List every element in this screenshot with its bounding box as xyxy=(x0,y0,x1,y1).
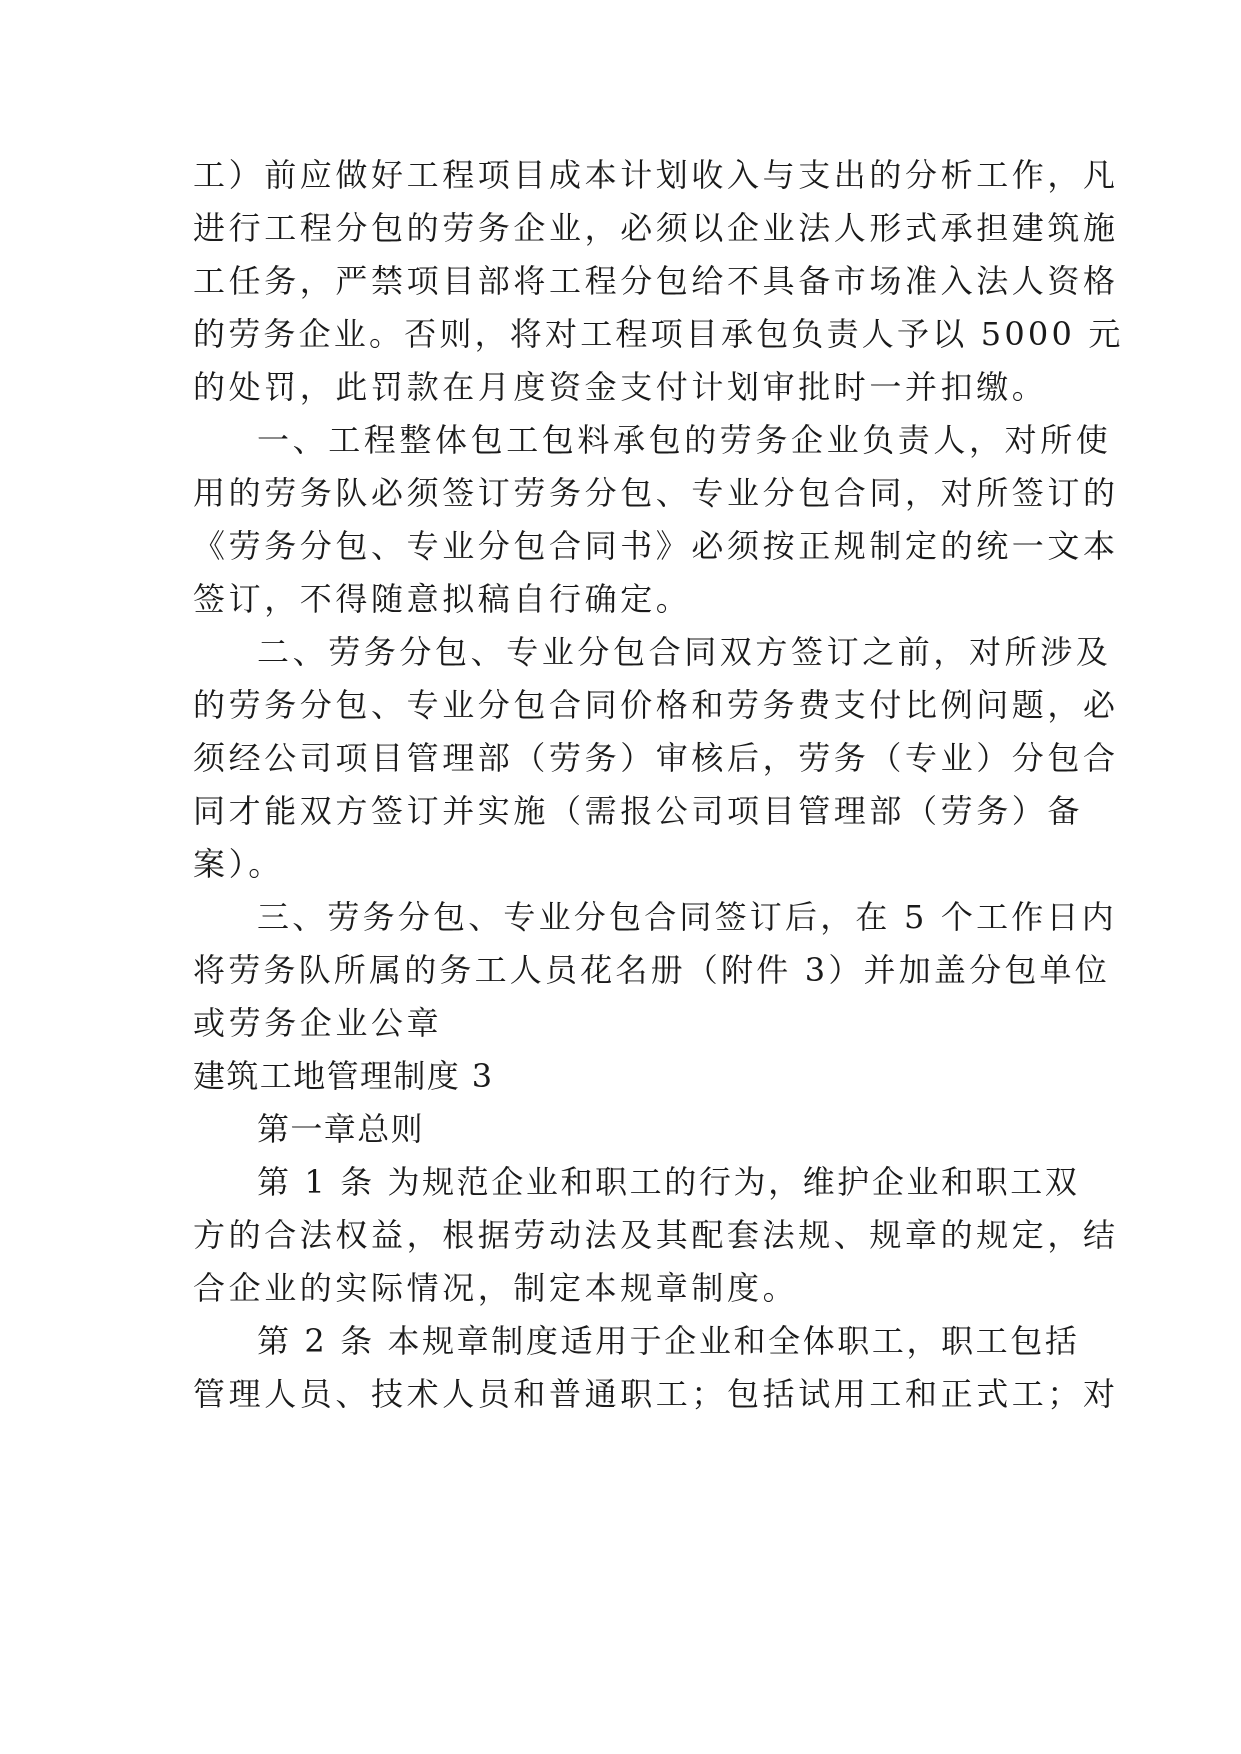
text-line: 或劳务企业公章 xyxy=(193,1004,443,1042)
text-line: 进行工程分包的劳务企业，必须以企业法人形式承担建筑施 xyxy=(193,209,1119,247)
text-line: 的处罚，此罚款在月度资金支付计划审批时一并扣缴。 xyxy=(193,368,1048,406)
paragraph-start: 三、劳务分包、专业分包合同签订后，在 5 个工作日内 xyxy=(257,898,1117,936)
text-line: 案）。 xyxy=(193,845,284,883)
article-start: 第 2 条 本规章制度适用于企业和全体职工，职工包括 xyxy=(257,1322,1080,1360)
paragraph-start: 二、劳务分包、专业分包合同双方签订之前，对所涉及 xyxy=(257,633,1112,671)
text-line: 管理人员、技术人员和普通职工；包括试用工和正式工；对 xyxy=(193,1375,1119,1413)
text-line: 的劳务企业。否则，将对工程项目承包负责人予以 5000 元 xyxy=(193,315,1124,353)
text-line: 须经公司项目管理部（劳务）审核后，劳务（专业）分包合 xyxy=(193,739,1119,777)
paragraph-start: 一、工程整体包工包料承包的劳务企业负责人，对所使 xyxy=(257,421,1112,459)
text-line: 工）前应做好工程项目成本计划收入与支出的分析工作，凡 xyxy=(193,156,1119,194)
text-line: 签订，不得随意拟稿自行确定。 xyxy=(193,580,692,618)
text-line: 合企业的实际情况，制定本规章制度。 xyxy=(193,1269,799,1307)
article-start: 第 1 条 为规范企业和职工的行为，维护企业和职工双 xyxy=(257,1163,1080,1201)
text-line: 同才能双方签订并实施（需报公司项目管理部（劳务）备 xyxy=(193,792,1084,830)
section-heading: 建筑工地管理制度 3 xyxy=(193,1057,494,1095)
text-line: 方的合法权益，根据劳动法及其配套法规、规章的规定，结 xyxy=(193,1216,1119,1254)
text-line: 将劳务队所属的务工人员花名册（附件 3）并加盖分包单位 xyxy=(193,951,1110,989)
chapter-heading: 第一章总则 xyxy=(257,1110,425,1148)
text-line: 的劳务分包、专业分包合同价格和劳务费支付比例问题，必 xyxy=(193,686,1119,724)
text-line: 用的劳务队必须签订劳务分包、专业分包合同，对所签订的 xyxy=(193,474,1119,512)
text-line: 工任务，严禁项目部将工程分包给不具备市场准入法人资格 xyxy=(193,262,1119,300)
text-line: 《劳务分包、专业分包合同书》必须按正规制定的统一文本 xyxy=(193,527,1119,565)
